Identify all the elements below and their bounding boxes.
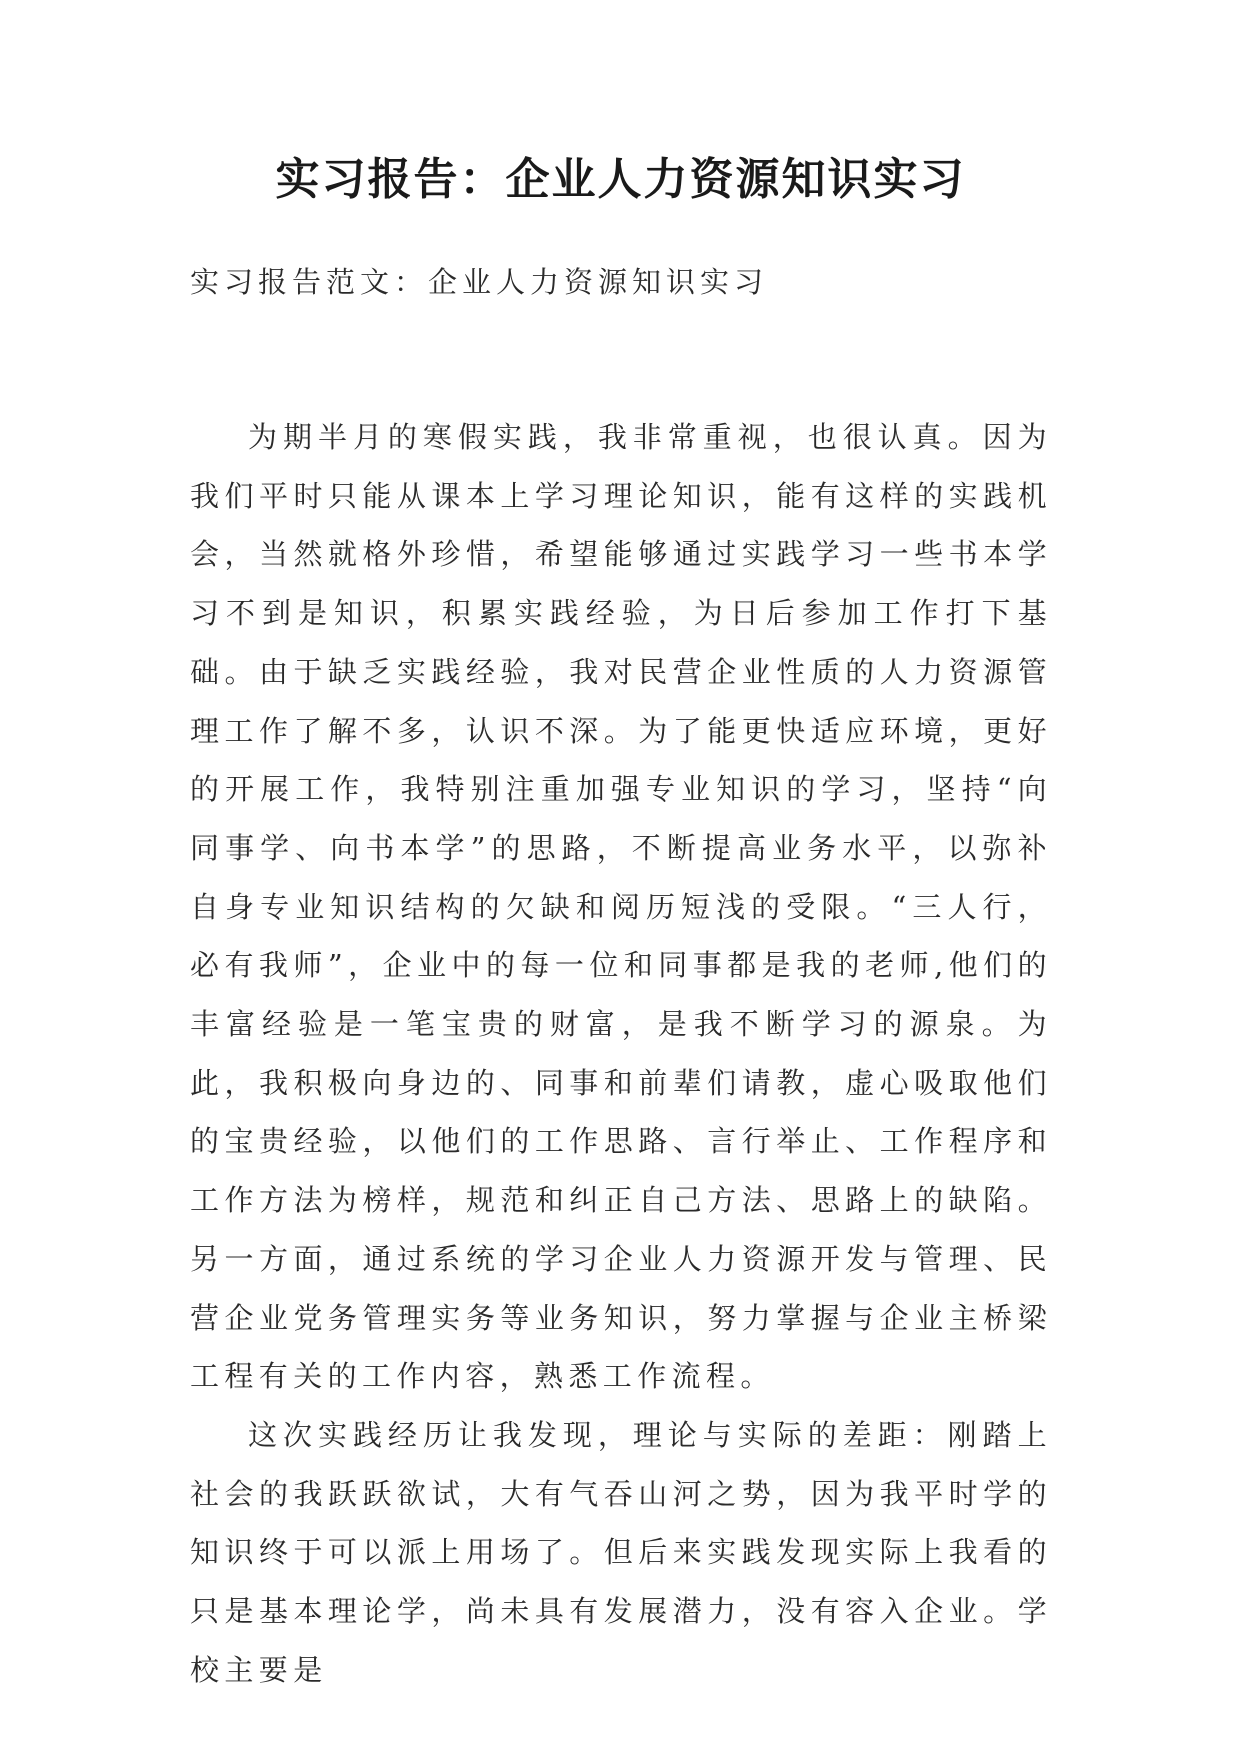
document-title: 实习报告：企业人力资源知识实习 [275, 154, 966, 205]
document-body [190, 408, 1052, 1699]
paragraph: 为期半月的寒假实践，我非常重视，也很认真。因为我们平时只能从课本上学习理论知识，能有这样的实践机会，当然就格外珍惜，希望能够通过实践学习一些书本学习不到是知识，积累实践经验，为日后参加工作打下基础。由于缺乏实践经验，我对民营企业性质的人力资源管理工作了解不多，认识不深。为了能更快适应环境，更好的开展工作，我特别注重加强专业知识的学习，坚持“向同事学、向书本学”的思路，不断提高业务水平，以弥补自身专业知识结构的欠缺和阅历短浅的受限。“三人行，必有我师”，企业中的每一位和同事都是我的老师,他们的丰富经验是一笔宝贵的财富，是我不断学习的源泉。为此，我积极向身边的、同事和前辈们请教，虚心吸取他们的宝贵经验，以他们的工作思路、言行举止、工作程序和工作方法为榜样，规范和纠正自己方法、思路上的缺陷。另一方面，通过系统的学习企业人力资源开发与管理、民营企业党务管理实务等业务知识，努力掌握与企业主桥梁工程有关的工作内容，熟悉工作流程。 [190, 420, 1052, 1394]
document-subtitle: 实习报告范文：企业人力资源知识实习 [190, 265, 769, 299]
paragraph: 这次实践经历让我发现，理论与实际的差距：刚踏上社会的我跃跃欲试，大有气吞山河之势，因为我平时学的知识终于可以派上用场了。但后来实践发现实际上我看的只是基本理论学，尚未具有发展潜力，没有容入企业。学校主要是 [190, 1417, 1052, 1687]
